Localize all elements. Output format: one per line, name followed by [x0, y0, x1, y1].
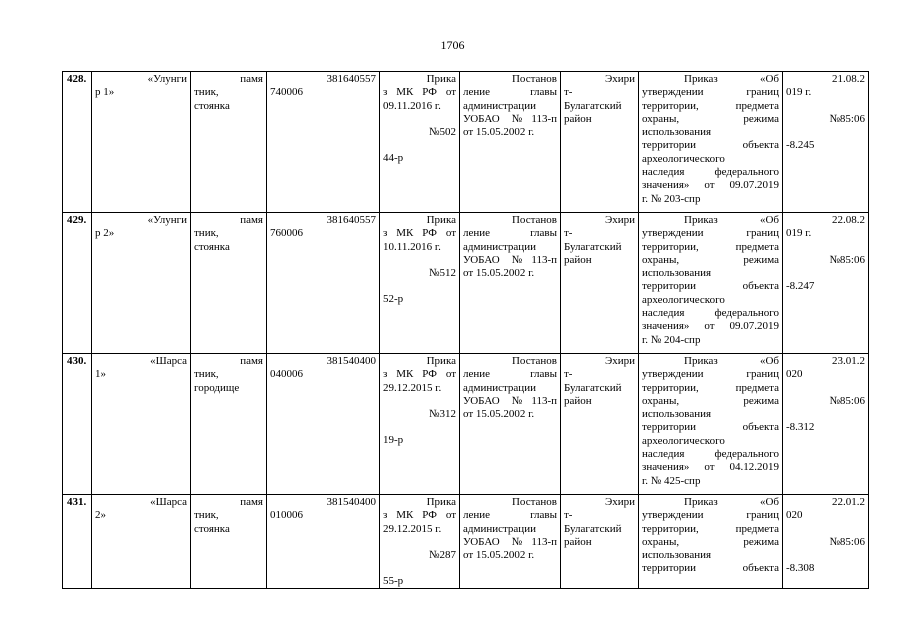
- page-number: 1706: [440, 38, 465, 52]
- object-type-line: тник,: [194, 368, 219, 381]
- borders-order-line: охраны, режима: [642, 535, 779, 548]
- object-name-cell: [92, 72, 191, 213]
- resolution-cell: [460, 213, 561, 354]
- borders-order-line: использования: [642, 549, 712, 562]
- borders-order-line: значения» от 09.07.2019: [642, 320, 779, 333]
- district-cell: [561, 72, 639, 213]
- object-name-line: «Улунги: [147, 214, 187, 226]
- date-egrn-line: №85:06: [829, 394, 865, 407]
- district-line: Булагатский: [564, 381, 622, 394]
- object-type-cell: [191, 354, 267, 495]
- borders-order-line: наследия федерального: [642, 448, 779, 461]
- resolution-line: Постанов: [511, 496, 557, 508]
- borders-order-line: использования: [642, 267, 712, 280]
- borders-order-line: значения» от 09.07.2019: [642, 179, 779, 192]
- district-line: Булагатский: [564, 99, 622, 112]
- borders-order-line: г. № 204-спр: [642, 333, 701, 346]
- district-line: Эхири: [604, 496, 635, 508]
- date-egrn-line: -8.308: [786, 561, 815, 574]
- mk-order-line: з МК РФ от: [383, 227, 456, 240]
- district-line: т-: [564, 368, 573, 381]
- object-type-line: тник,: [194, 227, 219, 240]
- object-name-line: «Шарса: [150, 355, 187, 367]
- district-line: Эхири: [604, 214, 635, 226]
- date-egrn-line: 020: [786, 368, 803, 381]
- object-type-line: памя: [240, 496, 263, 508]
- object-type-cell: [191, 495, 267, 589]
- district-cell: [561, 495, 639, 589]
- registry-number-line: 010006: [270, 509, 303, 522]
- resolution-line: УОБАО №113-п: [463, 394, 557, 407]
- date-egrn-line: 23.01.2: [832, 355, 865, 367]
- borders-order-line: археологического: [642, 293, 725, 306]
- borders-order-line: использования: [642, 408, 712, 421]
- object-type-line: городище: [194, 381, 240, 394]
- object-type-line: памя: [240, 214, 263, 226]
- resolution-cell: [460, 495, 561, 589]
- borders-order-line: г. № 425-спр: [642, 474, 701, 487]
- mk-order-line: Прика: [426, 496, 456, 508]
- object-type-cell: [191, 72, 267, 213]
- borders-order-cell: [639, 495, 783, 589]
- mk-order-line: Прика: [426, 73, 456, 85]
- borders-order-line: охраны, режима: [642, 112, 779, 125]
- object-name-cell: [92, 213, 191, 354]
- mk-order-cell: [380, 72, 460, 213]
- resolution-cell: [460, 354, 561, 495]
- date-egrn-line: 020: [786, 509, 803, 522]
- borders-order-line: Приказ «Об: [684, 73, 779, 85]
- borders-order-line: значения» от 04.12.2019: [642, 461, 779, 474]
- mk-order-line: з МК РФ от: [383, 509, 456, 522]
- borders-order-line: территории, предмета: [642, 240, 779, 253]
- date-egrn-line: -8.245: [786, 138, 815, 151]
- borders-order-line: археологического: [642, 434, 725, 447]
- table-row: [63, 495, 869, 589]
- resolution-line: от 15.05.2002 г.: [463, 408, 535, 421]
- borders-order-line: охраны, режима: [642, 394, 779, 407]
- borders-order-line: наследия федерального: [642, 166, 779, 179]
- registry-number-line: 381540400: [326, 355, 376, 367]
- borders-order-line: Приказ «Об: [684, 496, 779, 508]
- object-type-line: стоянка: [194, 522, 230, 535]
- date-egrn-line: 21.08.2: [832, 73, 865, 85]
- registry-number-cell: [267, 213, 380, 354]
- row-number: 429.: [63, 213, 92, 354]
- registry-number-cell: [267, 495, 380, 589]
- date-egrn-line: 22.01.2: [832, 496, 865, 508]
- district-line: район: [564, 112, 592, 125]
- district-line: т-: [564, 509, 573, 522]
- district-line: т-: [564, 86, 573, 99]
- object-type-line: стоянка: [194, 99, 230, 112]
- registry-number-cell: [267, 354, 380, 495]
- borders-order-line: археологического: [642, 152, 725, 165]
- borders-order-line: утверждении границ: [642, 509, 779, 522]
- row-number: 428.: [63, 72, 92, 213]
- date-egrn-line: №85:06: [829, 535, 865, 548]
- borders-order-line: утверждении границ: [642, 368, 779, 381]
- borders-order-cell: [639, 354, 783, 495]
- registry-number-cell: [267, 72, 380, 213]
- registry-number-line: 040006: [270, 368, 303, 381]
- registry-number-line: 740006: [270, 86, 303, 99]
- date-egrn-cell: [783, 213, 869, 354]
- object-name-cell: [92, 354, 191, 495]
- borders-order-line: наследия федерального: [642, 307, 779, 320]
- borders-order-line: территории, предмета: [642, 522, 779, 535]
- object-type-line: памя: [240, 73, 263, 85]
- borders-order-line: утверждении границ: [642, 86, 779, 99]
- object-name-line: «Шарса: [150, 496, 187, 508]
- resolution-line: от 15.05.2002 г.: [463, 549, 535, 562]
- object-name-line: р 1»: [95, 86, 115, 99]
- mk-order-cell: [380, 495, 460, 589]
- resolution-line: Постанов: [511, 355, 557, 367]
- row-number: 430.: [63, 354, 92, 495]
- resolution-line: от 15.05.2002 г.: [463, 126, 535, 139]
- object-type-line: тник,: [194, 86, 219, 99]
- borders-order-line: территории объекта: [642, 562, 779, 575]
- mk-order-line: 44-р: [383, 152, 404, 165]
- borders-order-cell: [639, 213, 783, 354]
- mk-order-line: Прика: [426, 214, 456, 226]
- mk-order-line: 19-р: [383, 434, 404, 447]
- date-egrn-line: -8.247: [786, 279, 815, 292]
- borders-order-line: Приказ «Об: [684, 355, 779, 367]
- object-type-line: тник,: [194, 509, 219, 522]
- object-name-line: «Улунги: [147, 73, 187, 85]
- object-type-cell: [191, 213, 267, 354]
- registry-table: [62, 71, 869, 589]
- resolution-line: ление главы: [463, 509, 557, 522]
- borders-order-line: использования: [642, 126, 712, 139]
- borders-order-line: г. № 203-спр: [642, 192, 701, 205]
- date-egrn-line: №85:06: [829, 112, 865, 125]
- borders-order-line: утверждении границ: [642, 227, 779, 240]
- table-row: [63, 213, 869, 354]
- mk-order-line: Прика: [426, 355, 456, 367]
- district-line: район: [564, 253, 592, 266]
- object-name-cell: [92, 495, 191, 589]
- resolution-line: от 15.05.2002 г.: [463, 267, 535, 280]
- borders-order-line: территории объекта: [642, 139, 779, 152]
- registry-number-line: 381640557: [326, 73, 376, 85]
- date-egrn-cell: [783, 72, 869, 213]
- registry-number-line: 381640557: [326, 214, 376, 226]
- date-egrn-line: 22.08.2: [832, 214, 865, 226]
- date-egrn-line: №85:06: [829, 253, 865, 266]
- district-line: район: [564, 394, 592, 407]
- mk-order-line: з МК РФ от: [383, 86, 456, 99]
- mk-order-line: №512: [429, 266, 456, 279]
- mk-order-line: №502: [429, 125, 456, 138]
- borders-order-line: охраны, режима: [642, 253, 779, 266]
- borders-order-line: Приказ «Об: [684, 214, 779, 226]
- mk-order-line: №312: [429, 407, 456, 420]
- district-cell: [561, 213, 639, 354]
- date-egrn-line: -8.312: [786, 420, 815, 433]
- resolution-line: УОБАО №113-п: [463, 253, 557, 266]
- registry-number-line: 760006: [270, 227, 303, 240]
- resolution-line: УОБАО №113-п: [463, 112, 557, 125]
- mk-order-cell: [380, 354, 460, 495]
- date-egrn-cell: [783, 495, 869, 589]
- mk-order-line: №287: [429, 548, 456, 561]
- resolution-line: ление главы: [463, 86, 557, 99]
- district-line: Булагатский: [564, 522, 622, 535]
- object-name-line: 1»: [95, 368, 106, 381]
- resolution-line: администрации: [463, 240, 536, 253]
- resolution-line: администрации: [463, 522, 536, 535]
- date-egrn-cell: [783, 354, 869, 495]
- row-number: 431.: [63, 495, 92, 589]
- borders-order-line: территории объекта: [642, 280, 779, 293]
- table-row: [63, 72, 869, 213]
- resolution-line: Постанов: [511, 214, 557, 226]
- borders-order-cell: [639, 72, 783, 213]
- mk-order-line: 52-р: [383, 293, 404, 306]
- borders-order-line: территории объекта: [642, 421, 779, 434]
- district-line: Эхири: [604, 73, 635, 85]
- mk-order-cell: [380, 213, 460, 354]
- district-line: Эхири: [604, 355, 635, 367]
- resolution-line: Постанов: [511, 73, 557, 85]
- registry-number-line: 381540400: [326, 496, 376, 508]
- district-line: Булагатский: [564, 240, 622, 253]
- table-row: [63, 354, 869, 495]
- mk-order-line: 09.11.2016 г.: [383, 99, 441, 112]
- resolution-line: УОБАО №113-п: [463, 535, 557, 548]
- date-egrn-line: 019 г.: [786, 227, 812, 240]
- date-egrn-line: 019 г.: [786, 86, 812, 99]
- borders-order-line: территории, предмета: [642, 381, 779, 394]
- resolution-line: администрации: [463, 99, 536, 112]
- district-line: т-: [564, 227, 573, 240]
- object-name-line: р 2»: [95, 227, 115, 240]
- district-line: район: [564, 535, 592, 548]
- mk-order-line: 29.12.2015 г.: [383, 522, 442, 535]
- mk-order-line: 10.11.2016 г.: [383, 240, 441, 253]
- resolution-line: ление главы: [463, 227, 557, 240]
- resolution-cell: [460, 72, 561, 213]
- mk-order-line: 29.12.2015 г.: [383, 381, 442, 394]
- mk-order-line: 55-р: [383, 575, 404, 588]
- district-cell: [561, 354, 639, 495]
- object-type-line: памя: [240, 355, 263, 367]
- resolution-line: администрации: [463, 381, 536, 394]
- mk-order-line: з МК РФ от: [383, 368, 456, 381]
- borders-order-line: территории, предмета: [642, 99, 779, 112]
- object-type-line: стоянка: [194, 240, 230, 253]
- object-name-line: 2»: [95, 509, 106, 522]
- resolution-line: ление главы: [463, 368, 557, 381]
